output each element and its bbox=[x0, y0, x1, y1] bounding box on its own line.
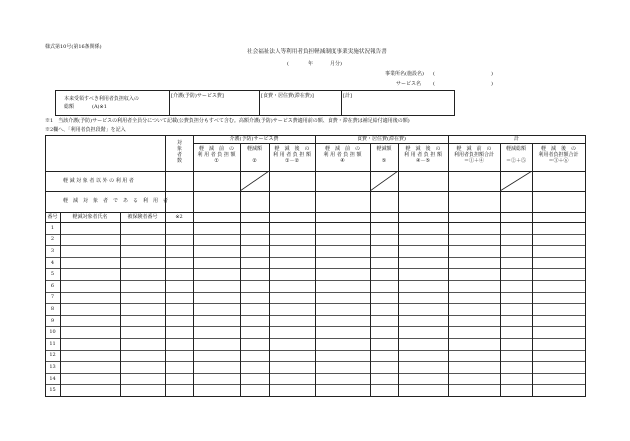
vline-no bbox=[60, 212, 61, 397]
summary-care-cell[interactable] bbox=[169, 91, 259, 115]
vline-care-3 bbox=[269, 143, 270, 397]
table-row-number: 15 bbox=[49, 387, 56, 394]
meal-before bbox=[315, 146, 370, 164]
table-row-number: 4 bbox=[50, 259, 55, 266]
period-year: 年 bbox=[308, 61, 314, 67]
vline-right bbox=[585, 135, 586, 397]
care-before bbox=[193, 146, 240, 164]
table-row-number: 6 bbox=[50, 282, 55, 289]
meal-before-l1: 軽 減 前 の bbox=[324, 146, 360, 152]
meal-reduce-l1: 軽減額 bbox=[376, 146, 392, 152]
table-row-number: 1 bbox=[50, 224, 55, 231]
care-before-l1: 軽 減 前 の bbox=[198, 146, 234, 152]
care-before-l2: 利 用 者 負 担 額 bbox=[197, 152, 236, 158]
summary-meal-cell[interactable] bbox=[259, 91, 341, 115]
row-non-target-label: 軽 減 対 象 者 以 外 の 利 用 者 bbox=[63, 178, 134, 184]
summary-label-1: 本来受領すべき利用者負担収入の bbox=[64, 96, 139, 102]
summary-total-label: [計] bbox=[343, 93, 352, 99]
vline-total-3 bbox=[532, 143, 533, 397]
period-month: 月分) bbox=[330, 61, 342, 67]
total-before bbox=[448, 146, 500, 164]
summary-box bbox=[55, 90, 455, 116]
diag-total bbox=[500, 171, 532, 191]
vline-total bbox=[448, 135, 449, 397]
meal-reduce bbox=[370, 146, 398, 164]
row-target-label: 軽 減 対 象 者 で あ る 利 用 者 bbox=[63, 198, 169, 204]
vline-care bbox=[193, 135, 194, 397]
total-before-l1: 軽 減 前 の bbox=[456, 146, 492, 152]
vline-meal bbox=[315, 135, 316, 397]
group-total: 計 bbox=[513, 136, 519, 142]
list-header-no: 番号 bbox=[47, 214, 58, 220]
diag-meal bbox=[370, 171, 398, 191]
list-header-insured: 被保険者番号 bbox=[127, 214, 158, 220]
vline-target bbox=[165, 135, 166, 397]
diag-care bbox=[240, 171, 269, 191]
table-row-number: 5 bbox=[50, 271, 55, 278]
list-header-name: 軽減対象者氏名 bbox=[72, 214, 108, 220]
total-after-l2: 利用者負担額合計 bbox=[538, 152, 579, 158]
total-after-mark: ＝③＋⑥ bbox=[548, 158, 569, 164]
care-after-l2: 利 用 者 負 担 額 bbox=[273, 152, 311, 158]
table-row-number: 8 bbox=[50, 306, 55, 312]
group-meal: 食費・居住費(滞在費) bbox=[357, 136, 406, 142]
service-open: ( bbox=[433, 81, 435, 87]
target-char: 対 bbox=[176, 140, 182, 146]
total-reduce bbox=[500, 146, 532, 164]
care-reduce-mark: ② bbox=[252, 158, 257, 164]
total-before-l2: 利用者負担額合計 bbox=[453, 152, 494, 158]
summary-label-2: 総額 bbox=[64, 104, 75, 110]
table-row-number: 13 bbox=[49, 364, 56, 370]
care-reduce bbox=[240, 146, 269, 164]
meal-after-mark: ④－⑤ bbox=[416, 158, 430, 164]
total-after bbox=[532, 146, 585, 164]
care-before-mark: ① bbox=[214, 158, 219, 164]
period-open: ( bbox=[287, 61, 289, 67]
target-char: 者 bbox=[176, 152, 182, 158]
vline-meal-3 bbox=[398, 143, 399, 397]
total-reduce-mark: ＝②＋⑤ bbox=[505, 158, 526, 164]
office-name-label: 事業所名(施設名) bbox=[385, 71, 424, 77]
total-before-mark: ＝①＋④ bbox=[463, 158, 484, 164]
meal-reduce-mark: ⑤ bbox=[381, 158, 387, 164]
group-care: 介護(予防)サービス費 bbox=[229, 136, 279, 142]
table-row-number: 10 bbox=[49, 329, 56, 336]
care-reduce-l1: 軽減額 bbox=[246, 146, 262, 152]
meal-after bbox=[398, 146, 448, 164]
table-row-number: 2 bbox=[50, 236, 55, 243]
form-id: 様式第10号(第16条関係) bbox=[45, 44, 102, 50]
target-char: 数 bbox=[176, 158, 182, 164]
table-row-number: 14 bbox=[49, 375, 56, 382]
care-after-mark: ①－② bbox=[285, 158, 299, 164]
meal-before-l2: 利 用 者 負 担 額 bbox=[323, 152, 362, 158]
table-row-number: 9 bbox=[50, 317, 55, 324]
table-row-number: 11 bbox=[49, 340, 56, 347]
target-count-header bbox=[166, 140, 193, 164]
care-after bbox=[269, 146, 315, 164]
table-row-number: 12 bbox=[49, 352, 56, 359]
summary-label-3: (A)※1 bbox=[92, 104, 107, 110]
total-after-l1: 軽 減 後 の bbox=[540, 146, 576, 152]
office-name-close: ) bbox=[491, 71, 493, 77]
summary-care-label: [介護(予防)サービス費] bbox=[171, 93, 224, 99]
service-close: ) bbox=[491, 81, 493, 87]
target-char: 象 bbox=[176, 146, 182, 152]
note-1: ※1 当該介護(予防)サービスの利用者全員分について記載(公費負担分もすべて含む。高額介護(予防)サービス費適用前の額、食費・滞在費は補足給付適用後の額) bbox=[45, 118, 410, 124]
total-reduce-l1: 軽減総額 bbox=[505, 146, 526, 152]
office-name-open: ( bbox=[433, 71, 435, 77]
vline-name bbox=[120, 212, 121, 397]
meal-before-mark: ④ bbox=[340, 158, 345, 164]
report-table bbox=[45, 135, 586, 397]
meal-after-l2: 利 用 者 負 担 額 bbox=[404, 152, 442, 158]
page-title: 社会福祉法人等利用者負担軽減制度事業実施状況報告書 bbox=[247, 49, 387, 55]
table-row-number: 7 bbox=[50, 294, 55, 301]
table-row-number: 3 bbox=[50, 248, 55, 254]
note-2: ※2欄へ、「利用者負担段階」を記入 bbox=[45, 127, 126, 133]
hline-group bbox=[193, 143, 586, 144]
summary-total-cell[interactable] bbox=[341, 91, 454, 115]
list-header-mark2: ※2 bbox=[175, 214, 183, 220]
summary-meal-label: [食費・居住費(滞在費)] bbox=[261, 93, 314, 99]
meal-after-l1: 軽 減 後 の bbox=[405, 146, 441, 152]
service-label: サービス名 bbox=[396, 81, 422, 87]
care-after-l1: 軽 減 後 の bbox=[274, 146, 310, 152]
